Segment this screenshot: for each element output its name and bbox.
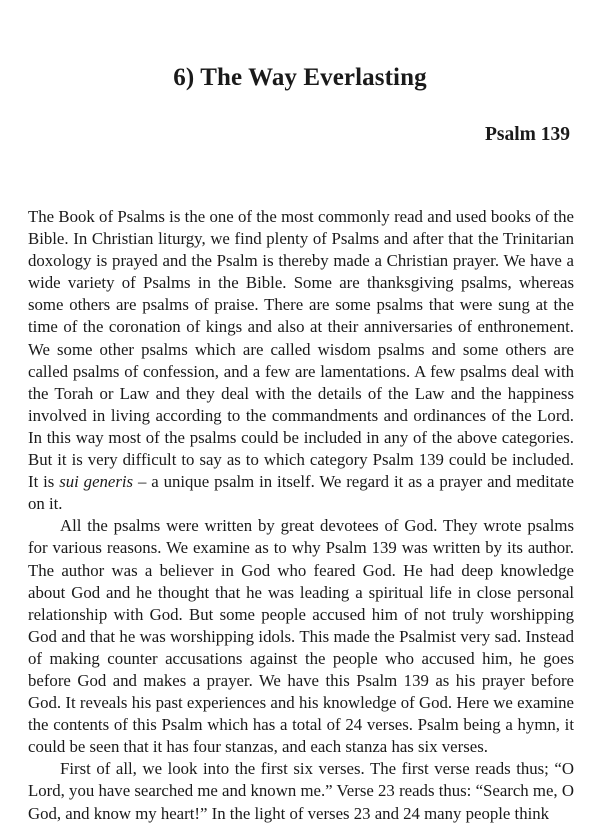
paragraph-3: First of all, we look into the first six verses. The first verse reads thus; “O Lord, you have searched me and known me.” Verse 23 reads thus: “Search me, O God, and know my heart!” In the light of verses 23 and 24 many people think [28, 759, 574, 823]
paragraph-2: All the psalms were written by great devotees of God. They wrote psalms for various reasons. We examine as to why Psalm 139 was written by its author. The author was a believer in God who feared God. He had deep knowledge about God and he thought that he was leading a spiritual life in close personal relationship with God. But some people accused him of not truly worshipping God and that he was worshipping idols. This made the Psalmist very sad. Instead of making counter accusations against the people who accused him, he goes before God and makes a prayer. We have this Psalm 139 as his prayer before God. It reveals his past experiences and his knowledge of God. Here we examine the contents of this Psalm which has a total of 24 verses. Psalm being a hymn, it could be seen that it has four stanzas, and each stanza has six verses. [28, 516, 574, 757]
body-text [28, 206, 574, 825]
chapter-subtitle: Psalm 139 [484, 124, 570, 145]
paragraph-1-text-before: The Book of Psalms is the one of the most commonly read and used books of the Bible. In Christian liturgy, we find plenty of Psalms and after that the Trinitarian doxology is prayed and the Psalm is thereby made a Christian prayer. We have a wide variety of Psalms in the Bible. Some are thanksgiving psalms, whereas some others are psalms of praise. There are some psalms that were sung at the time of the coronation of kings and also at their anniversaries of enthronement. We some other psalms which are called wisdom psalms and some others are called psalms of confession, and a few are lamentations. A few psalms deal with the Torah or Law and they deal with the details of the Law and the happiness involved in living according to the commandments and ordinances of the Lord. In this way most of the psalms could be included in any of the above categories. But it is very difficult to say as to which category Psalm 139 could be included. It is [28, 207, 574, 492]
paragraph-1-italic-term: sui generis [59, 472, 134, 492]
paragraph-1 [28, 206, 574, 515]
chapter-title: 6) The Way Everlasting [173, 64, 427, 91]
paragraph-1-text-after: – a unique psalm in itself. We regard it as a prayer and meditate on it. [28, 472, 574, 514]
